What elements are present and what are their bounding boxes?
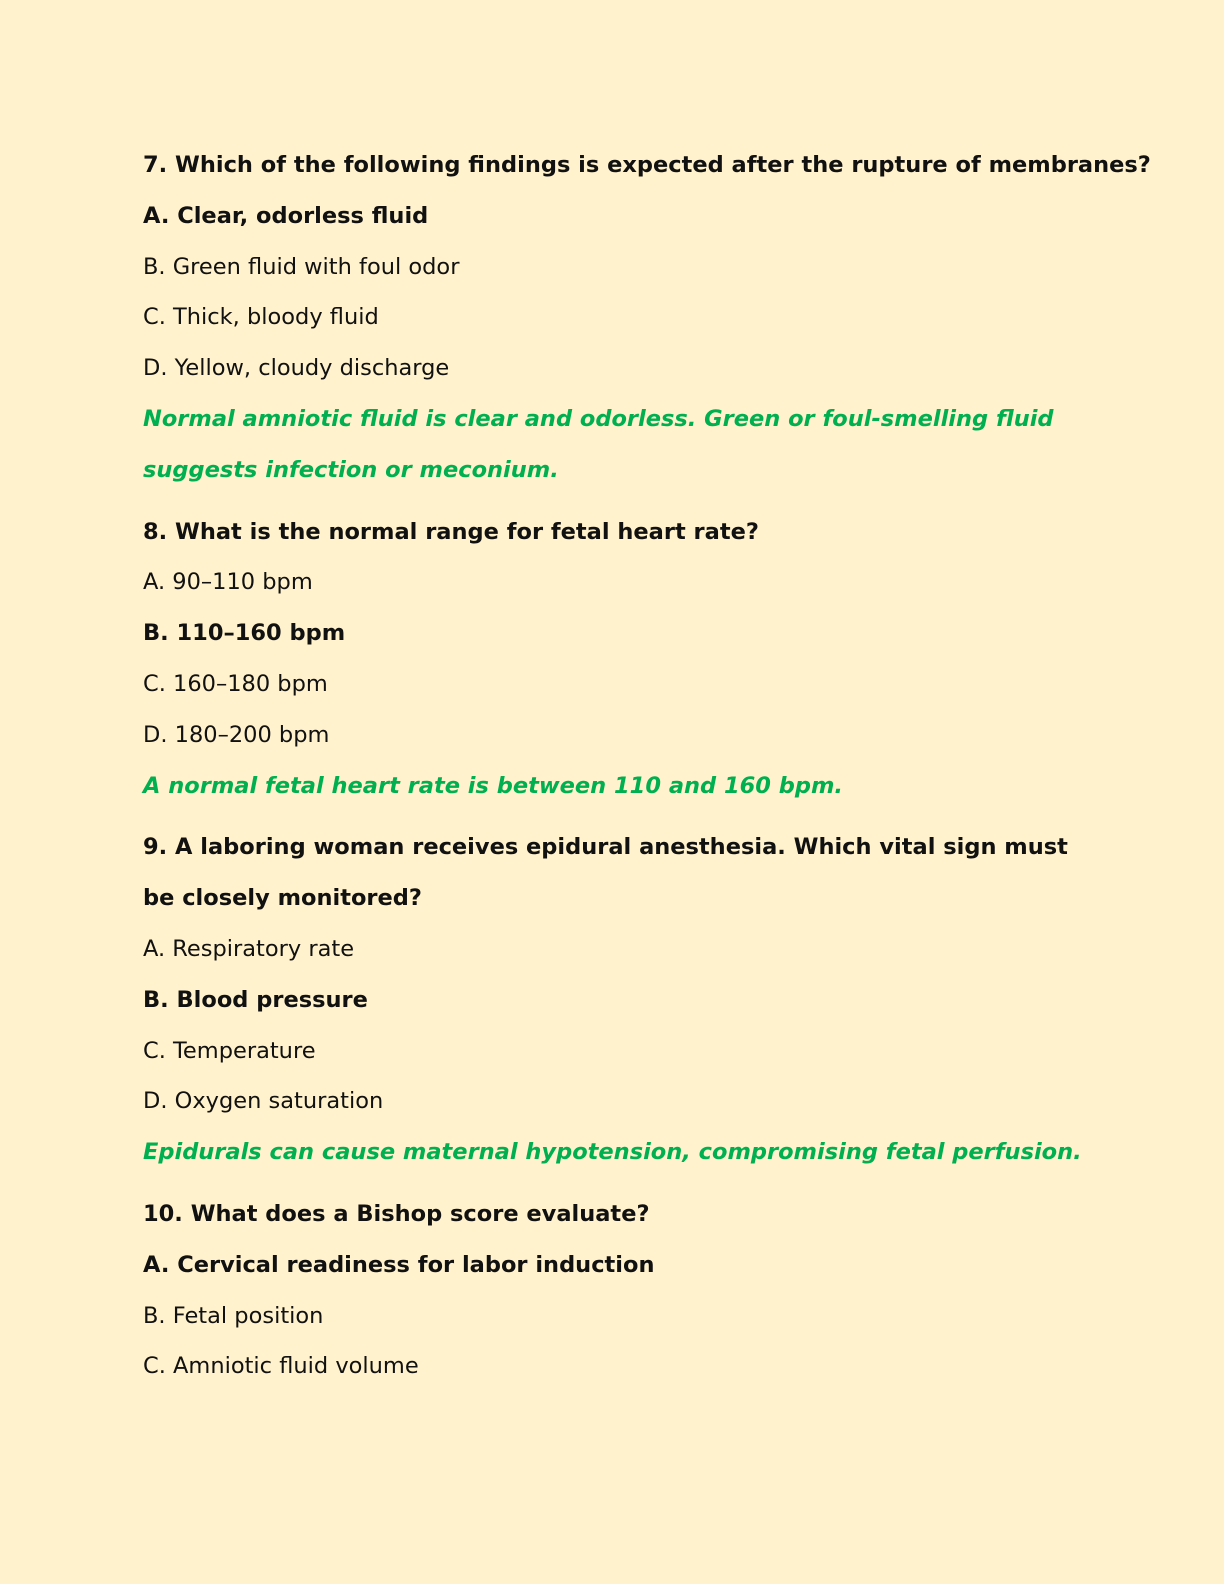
option-correct: A. Cervical readiness for labor induction <box>143 1251 655 1278</box>
explanation-text: Epidurals can cause maternal hypotension, compromising fetal perfusion. <box>143 1139 1082 1166</box>
option: A. 90–110 bpm <box>143 569 313 596</box>
option-correct: B. Blood pressure <box>143 986 368 1013</box>
quiz-page <box>143 140 1151 1392</box>
question-block-9 <box>143 822 1103 1178</box>
question-block-10 <box>143 1189 1103 1392</box>
option: C. Amniotic fluid volume <box>143 1353 419 1380</box>
option: C. 160–180 bpm <box>143 670 328 697</box>
option-correct: A. Clear, odorless fluid <box>143 202 429 229</box>
explanation-text: A normal fetal heart rate is between 110 and 160 bpm. <box>143 772 843 799</box>
question-text: 10. What does a Bishop score evaluate? <box>143 1200 650 1227</box>
option: D. Yellow, cloudy discharge <box>143 355 450 382</box>
question-text: 9. A laboring woman receives epidural anesthesia. Which vital sign must be closely monitored? <box>143 834 1068 912</box>
option: C. Temperature <box>143 1037 316 1064</box>
option: B. Green fluid with foul odor <box>143 253 460 280</box>
option: B. Fetal position <box>143 1302 324 1329</box>
option: C. Thick, bloody fluid <box>143 304 379 331</box>
option: D. 180–200 bpm <box>143 721 330 748</box>
question-block-8 <box>143 507 1103 812</box>
explanation-text: Normal amniotic fluid is clear and odorless. Green or foul-smelling fluid suggests infection or meconium. <box>143 405 1054 483</box>
question-text: 8. What is the normal range for fetal heart rate? <box>143 518 759 545</box>
option-correct: B. 110–160 bpm <box>143 620 346 647</box>
option: D. Oxygen saturation <box>143 1088 384 1115</box>
option: A. Respiratory rate <box>143 935 355 962</box>
question-block-7 <box>143 140 1151 496</box>
question-text: 7. Which of the following findings is expected after the rupture of membranes? <box>143 152 1151 178</box>
